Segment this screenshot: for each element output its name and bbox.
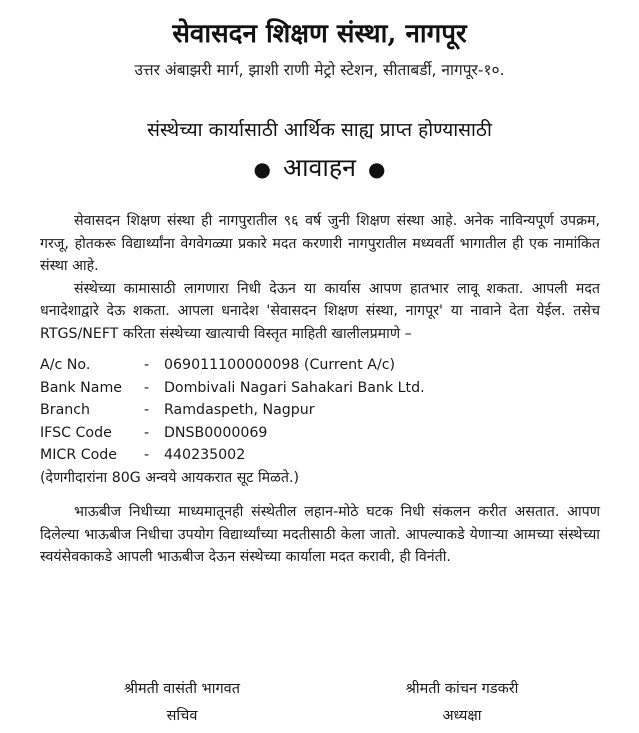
bullet-icon: ● <box>368 157 386 181</box>
intro-paragraph: सेवासदन शिक्षण संस्था ही नागपुरातील ९६ वर्ष जुनी शिक्षण संस्था आहे. अनेक नाविन्यपूर्ण उपक्रम, गरजू, होतकरू विद्यार्थ्यांना वेगवेगळ्या प्रकारे मदत करणारी नागपुरातील मध्यवर्ती भागातील ही एक नामांकित संस्था आहे. <box>40 213 600 274</box>
appeal-title: आवाहन <box>282 153 357 182</box>
bank-detail-row <box>40 422 425 445</box>
signatory-president <box>342 676 582 730</box>
bank-detail-label: Branch <box>40 402 91 418</box>
bullet-icon: ● <box>253 157 271 181</box>
bank-detail-label: Bank Name <box>40 379 123 396</box>
organization-address: उत्तर अंबाझरी मार्ग, झाशी राणी मेट्रो स्टेशन, सीताबर्डी, नागपूर-१०. <box>134 61 505 79</box>
bank-detail-row <box>40 444 425 467</box>
bank-detail-value: Dombivali Nagari Sahakari Bank Ltd. <box>164 379 425 396</box>
signatory-role: अध्यक्षा <box>442 708 482 724</box>
tax-exemption-note: (देणगीदारांना 80G अन्वये आयकरात सूट मिळते.) <box>40 469 300 486</box>
bank-detail-dash: - <box>144 447 150 463</box>
signature-block <box>0 676 639 732</box>
bank-detail-value: DNSB0000069 <box>164 424 268 441</box>
letter-body <box>40 210 600 569</box>
donation-paragraph: संस्थेच्या कामासाठी लागणारा निधी देऊन या कार्यास आपण हातभार लावू शकता. आपली मदत धनादेशाद्वारे देऊ शकता. आपला धनादेश 'सेवासदन शिक्षण संस्था, नागपूर' या नावाने देता येईल. तसेच RTGS/NEFT करिता संस्थेच्या खात्याची विस्तृत माहिती खालीलप्रमाणे – <box>40 280 600 342</box>
bhaubeej-paragraph: भाऊबीज निधीच्या माध्यमातूनही संस्थेतील लहान-मोठे घटक निधी संकलन करीत असतात. आपण दिलेल्या भाऊबीज निधीचा उपयोग विद्यार्थ्यांच्या मदतीसाठी केला जातो. आपल्याकडे येणाऱ्या आमच्या संस्थेच्या स्वयंसेवकाकडे आपली भाऊबीज देऊन संस्थेच्या कार्याला मदत करावी, ही विनंती. <box>40 504 600 565</box>
bank-detail-dash: - <box>144 379 150 396</box>
bank-details-table <box>40 354 425 467</box>
bank-detail-label: MICR Code <box>40 447 118 463</box>
bank-detail-row <box>40 377 425 400</box>
bank-detail-value: Ramdaspeth, Nagpur <box>164 402 315 418</box>
bank-detail-value: 069011100000098 (Current A/c) <box>164 357 396 373</box>
bank-detail-dash: - <box>144 424 150 441</box>
signatory-secretary <box>62 676 302 730</box>
appeal-heading <box>0 150 639 184</box>
bank-detail-dash: - <box>144 402 150 418</box>
bank-detail-label: IFSC Code <box>40 424 112 441</box>
bank-detail-dash: - <box>144 357 150 373</box>
organization-title: सेवासदन शिक्षण संस्था, नागपूर <box>172 19 467 49</box>
bank-detail-row <box>40 354 425 377</box>
signatory-name: श्रीमती कांचन गडकरी <box>405 681 519 697</box>
subject-line: संस्थेच्या कार्यासाठी आर्थिक साह्य प्राप्त होण्यासाठी <box>147 119 492 141</box>
bank-detail-row <box>40 399 425 422</box>
signatory-role: सचिव <box>166 708 198 724</box>
bank-detail-value: 440235002 <box>164 447 246 463</box>
bank-detail-label: A/c No. <box>40 357 91 373</box>
signatory-name: श्रीमती वासंती भागवत <box>123 681 240 697</box>
